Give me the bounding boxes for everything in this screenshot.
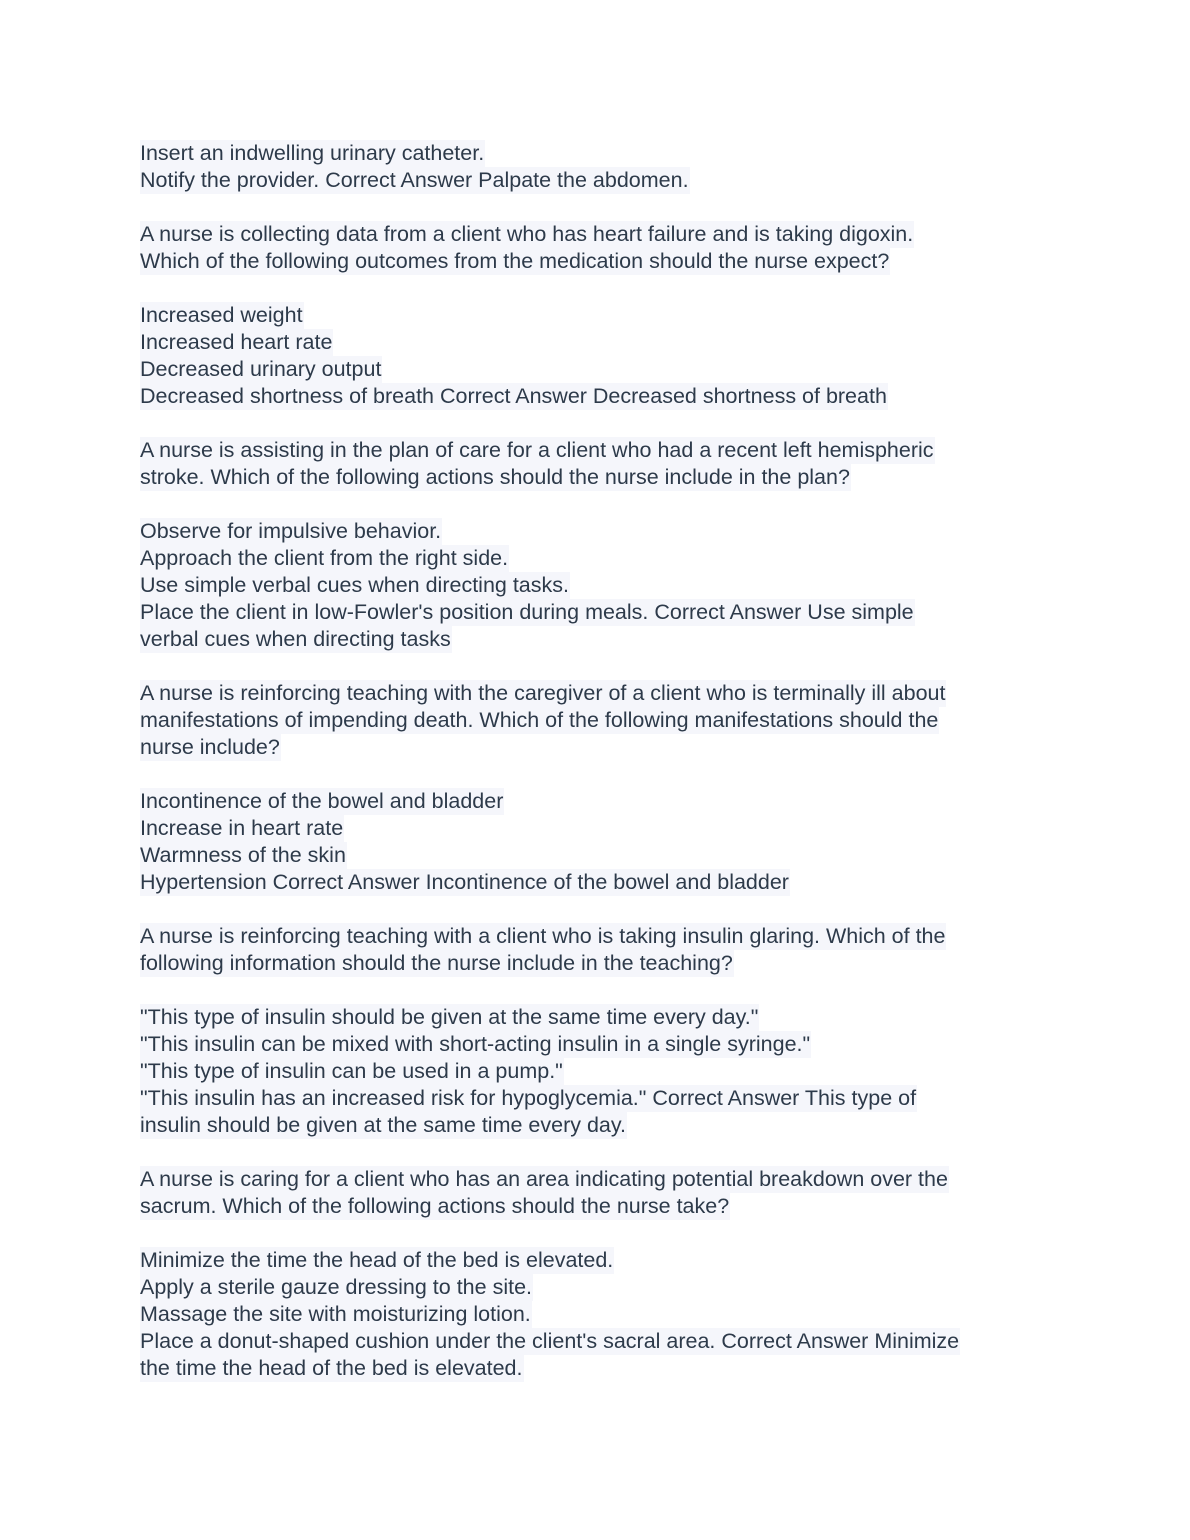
text-line-content: "This type of insulin should be given at the same time every day." [140,1005,759,1029]
question-paragraph [140,302,1060,410]
text-line-content: Decreased shortness of breath Correct Answer Decreased shortness of breath [140,384,887,408]
text-line-content: manifestations of impending death. Which of the following manifestations should the [140,708,939,732]
question-paragraph [140,437,1060,491]
text-line [140,248,1060,275]
question-paragraph [140,221,1060,275]
text-line [140,707,1060,734]
text-line-content: stroke. Which of the following actions should the nurse include in the plan? [140,465,850,489]
question-paragraph [140,140,1060,194]
text-line-content: Minimize the time the head of the bed is elevated. [140,1248,614,1272]
question-paragraph [140,680,1060,761]
text-line-content: "This type of insulin can be used in a pump." [140,1059,563,1083]
text-line-content: sacrum. Which of the following actions should the nurse take? [140,1194,730,1218]
text-line-content: Warmness of the skin [140,843,346,867]
text-line-content: Massage the site with moisturizing lotion. [140,1302,531,1326]
text-line-content: Approach the client from the right side. [140,546,509,570]
question-paragraph [140,518,1060,653]
text-line-content: Insert an indwelling urinary catheter. [140,141,485,165]
text-line [140,167,1060,194]
text-line [140,464,1060,491]
text-line [140,1193,1060,1220]
text-line-content: insulin should be given at the same time every day. [140,1113,627,1137]
text-line-content: Increase in heart rate [140,816,344,840]
text-line [140,626,1060,653]
text-line-content: following information should the nurse include in the teaching? [140,951,733,975]
text-line-content: Increased heart rate [140,330,333,354]
text-line-content: Hypertension Correct Answer Incontinence of the bowel and bladder [140,870,789,894]
text-line [140,383,1060,410]
text-line-content: the time the head of the bed is elevated. [140,1356,523,1380]
text-line-content: Place the client in low-Fowler's position during meals. Correct Answer Use simple [140,600,914,624]
text-line [140,329,1060,356]
text-line [140,1355,1060,1382]
text-line-content: Notify the provider. Correct Answer Palpate the abdomen. [140,168,689,192]
text-line [140,1031,1060,1058]
text-line-content: Observe for impulsive behavior. [140,519,442,543]
text-line-content: A nurse is collecting data from a client who has heart failure and is taking digoxin. [140,222,914,246]
text-line [140,599,1060,626]
text-line-content: Place a donut-shaped cushion under the client's sacral area. Correct Answer Minimize [140,1329,960,1353]
text-line [140,1274,1060,1301]
text-line [140,1112,1060,1139]
text-line [140,302,1060,329]
text-line-content: Use simple verbal cues when directing tasks. [140,573,569,597]
text-line [140,356,1060,383]
document-page [140,140,1060,1409]
text-line-content: Incontinence of the bowel and bladder [140,789,504,813]
text-line [140,1058,1060,1085]
text-line-content: nurse include? [140,735,280,759]
text-line [140,1166,1060,1193]
text-line [140,572,1060,599]
text-line [140,788,1060,815]
text-line-content: Which of the following outcomes from the medication should the nurse expect? [140,249,890,273]
question-paragraph [140,788,1060,896]
question-paragraph [140,1166,1060,1220]
question-paragraph [140,1004,1060,1139]
text-line [140,518,1060,545]
text-line [140,869,1060,896]
text-line [140,815,1060,842]
text-line [140,1004,1060,1031]
text-line-content: Decreased urinary output [140,357,382,381]
text-line [140,437,1060,464]
text-line-content: "This insulin can be mixed with short-acting insulin in a single syringe." [140,1032,811,1056]
text-line-content: Apply a sterile gauze dressing to the site. [140,1275,532,1299]
text-line [140,140,1060,167]
text-line [140,545,1060,572]
text-line [140,923,1060,950]
text-line [140,221,1060,248]
text-line [140,950,1060,977]
text-line-content: verbal cues when directing tasks [140,627,451,651]
text-line-content: Increased weight [140,303,303,327]
text-line-content: "This insulin has an increased risk for hypoglycemia." Correct Answer This type of [140,1086,917,1110]
text-line [140,842,1060,869]
text-line [140,1085,1060,1112]
text-line [140,680,1060,707]
text-line [140,734,1060,761]
text-line [140,1328,1060,1355]
text-line-content: A nurse is assisting in the plan of care for a client who had a recent left hemispheric [140,438,934,462]
text-line-content: A nurse is reinforcing teaching with a client who is taking insulin glaring. Which of the [140,924,946,948]
text-line-content: A nurse is caring for a client who has an area indicating potential breakdown over the [140,1167,948,1191]
question-paragraph [140,1247,1060,1382]
text-line-content: A nurse is reinforcing teaching with the caregiver of a client who is terminally ill about [140,681,946,705]
text-line [140,1247,1060,1274]
text-line [140,1301,1060,1328]
question-paragraph [140,923,1060,977]
